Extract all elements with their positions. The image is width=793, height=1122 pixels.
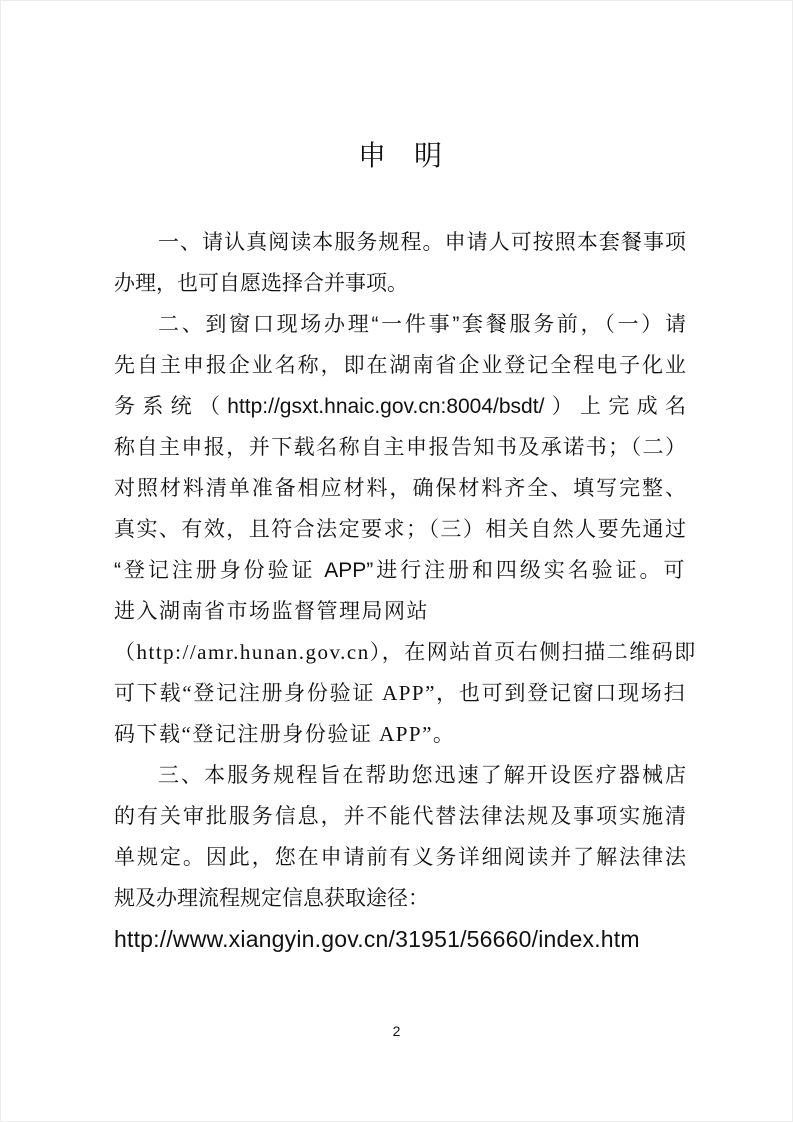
text-line: 三、本服务规程旨在帮助您迅速了解开设医疗器械店 — [158, 764, 686, 787]
text-line: 进入湖南省市场监督管理局网站 — [114, 599, 429, 623]
url-text-line: http://www.xiangyin.gov.cn/31951/56660/index.htm — [114, 926, 640, 952]
text-line: 的有关审批服务信息，并不能代替法律法规及事项实施清 — [114, 805, 686, 828]
text-line-with-url: （http://amr.hunan.gov.cn），在网站首页右侧扫描二维码即 — [114, 640, 697, 664]
text-line: 称自主申报，并下载名称自主申报告知书及承诺书；（二） — [114, 436, 686, 459]
text-segment-sans: “登记注册身份验证 APP”进行注册和四级实名验证。 — [114, 559, 664, 582]
text-line: 一、请认真阅读本服务规程。申请人可按照本套餐事项 — [158, 231, 686, 254]
text-line: 办理，也可自愿选择合并事项。 — [114, 272, 408, 295]
text-line: 对照材料清单准备相应材料，确保材料齐全、填写完整、 — [114, 477, 686, 500]
text-line: 可下载“登记注册身份验证 APP”，也可到登记窗口现场扫 — [114, 681, 686, 705]
text-segment-serif: 可 — [663, 558, 686, 582]
text-line-mixed-font — [114, 550, 686, 591]
text-line: 规及办理流程规定信息获取途径： — [114, 887, 429, 910]
text-line: 单规定。因此，您在申请前有义务详细阅读并了解法律法 — [114, 846, 686, 869]
text-line: 真实、有效，且符合法定要求；（三）相关自然人要先通过 — [114, 518, 686, 541]
text-line-with-url: 务系统（http://gsxt.hnaic.gov.cn:8004/bsdt/）上完成名 — [114, 395, 686, 418]
text-line: 二、到窗口现场办理“一件事”套餐服务前，（一）请 — [158, 313, 686, 336]
page-number: 2 — [392, 1023, 401, 1039]
page-title: 申 明 — [357, 141, 442, 172]
text-line: 码下载“登记注册身份验证 APP”。 — [114, 722, 456, 746]
text-line: 先自主申报企业名称，即在湖南省企业登记全程电子化业 — [114, 354, 686, 377]
document-body — [114, 136, 697, 960]
